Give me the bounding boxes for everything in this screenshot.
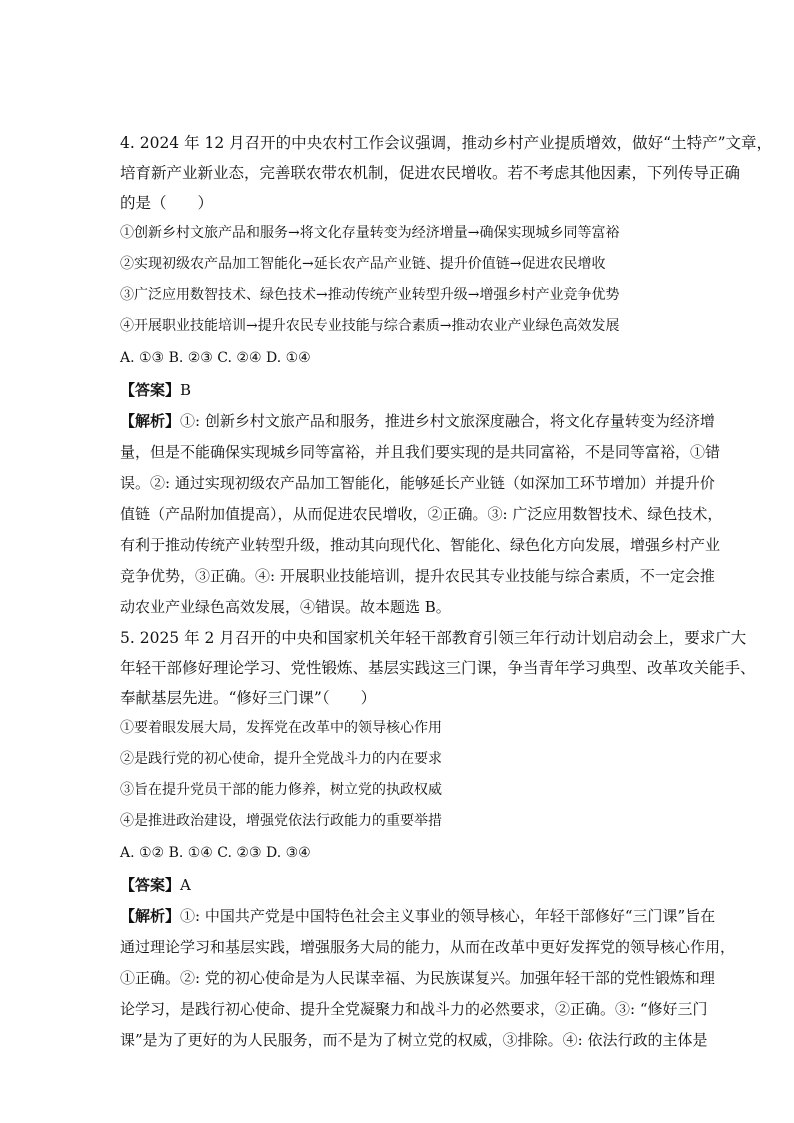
question-stem-line: 培育新产业新业态，完善联农带农机制，促进农民增收。若不考虑其他因素，下列传导正确 — [120, 164, 741, 182]
question-stem-line: 年轻干部修好理论学习、党性锻炼、基层实践这三门课，争当青年学习典型、改革攻关能手、 — [120, 659, 756, 677]
explanation-line — [120, 901, 716, 932]
explanation-line: 通过理论学习和基层实践，增强服务大局的能力，从而在改革中更好发挥党的领导核心作用， — [120, 938, 736, 956]
option-item: ④开展职业技能培训→提升农民专业技能与综合素质→推动农业产业绿色高效发展 — [120, 318, 620, 334]
answer-line — [120, 869, 680, 901]
question-stem-line: 的是（ ） — [120, 194, 214, 212]
option-item: ②实现初级农产品加工智能化→延长农产品产业链、提升价值链→促进农民增收 — [120, 256, 606, 272]
answer-choices: A. ①② B. ①④ C. ②③ D. ③④ — [120, 845, 311, 861]
explanation-label: 【解析】 — [120, 907, 181, 925]
explanation-line: ①正确。②: 党的初心使命是为人民谋幸福、为民族谋复兴。加强年轻干部的党性锻炼和理 — [120, 969, 715, 987]
explanation-text: ①: 中国共产党是中国特色社会主义事业的领导核心，年轻干部修好“三门课”旨在 — [180, 907, 716, 925]
explanation-line: 竞争优势，③正确。④: 开展职业技能培训，提升农民其专业技能与综合素质，不一定会推 — [120, 567, 715, 585]
explanation-text: ①: 创新乡村文旅产品和服务，推进乡村文旅深度融合，将文化存量转变为经济增 — [180, 412, 715, 430]
answer-label: 【答案】 — [120, 876, 181, 894]
option-item: ③旨在提升党员干部的能力修养，树立党的执政权威 — [120, 782, 442, 798]
explanation-label: 【解析】 — [120, 412, 181, 430]
option-item: ④是推进政治建设，增强党依法行政能力的重要举措 — [120, 813, 442, 829]
explanation-line: 值链（产品附加值提高），从而促进农民增收，②正确。③: 广泛应用数智技术、绿色技术， — [120, 505, 723, 523]
question-stem-line: 4. 2024 年 12 月召开的中央农村工作会议强调，推动乡村产业提质增效，做好“土特产”文章， — [120, 134, 773, 152]
option-item: ①创新乡村文旅产品和服务→将文化存量转变为经济增量→确保实现城乡同等富裕 — [120, 225, 620, 241]
explanation-line: 动农业产业绿色高效发展，④错误。故本题选 B。 — [120, 598, 451, 616]
document-content — [120, 128, 773, 1056]
answer-label: 【答案】 — [120, 381, 181, 399]
explanation-line — [120, 406, 715, 437]
explanation-line: 论学习，是践行初心使命、提升全党凝聚力和战斗力的必然要求，②正确。③: “修好三门 — [120, 1000, 708, 1018]
option-item: ②是践行党的初心使命，提升全党战斗力的内在要求 — [120, 751, 442, 767]
question-stem-line: 奉献基层先进。“修好三门课”（ ） — [120, 689, 377, 707]
explanation-line: 量，但是不能确保实现城乡同等富裕，并且我们要实现的是共同富裕，不是同等富裕，①错 — [120, 443, 721, 461]
question-stem-line: 5. 2025 年 2 月召开的中央和国家机关年轻干部教育引领三年行动计划启动会上，要求广大 — [120, 629, 747, 647]
option-item: ①要着眼发展大局，发挥党在改革中的领导核心作用 — [120, 720, 442, 736]
explanation-line: 有利于推动传统产业转型升级，推动其向现代化、智能化、绿色化方向发展，增强乡村产业 — [120, 536, 721, 554]
answer-choices: A. ①③ B. ②③ C. ②④ D. ①④ — [120, 350, 311, 366]
answer-line — [120, 374, 680, 406]
answer-value: B — [180, 381, 192, 399]
explanation-line: 课”是为了更好的为人民服务，而不是为了树立党的权威，③排除。④: 依法行政的主体是 — [120, 1031, 708, 1049]
option-item: ③广泛应用数智技术、绿色技术→推动传统产业转型升级→增强乡村产业竞争优势 — [120, 287, 620, 303]
question-5 — [120, 623, 756, 1056]
question-4 — [120, 128, 773, 623]
answer-value: A — [180, 876, 191, 894]
explanation-line: 误。②: 通过实现初级农产品加工智能化，能够延长产业链（如深加工环节增加）并提升价 — [120, 474, 715, 492]
